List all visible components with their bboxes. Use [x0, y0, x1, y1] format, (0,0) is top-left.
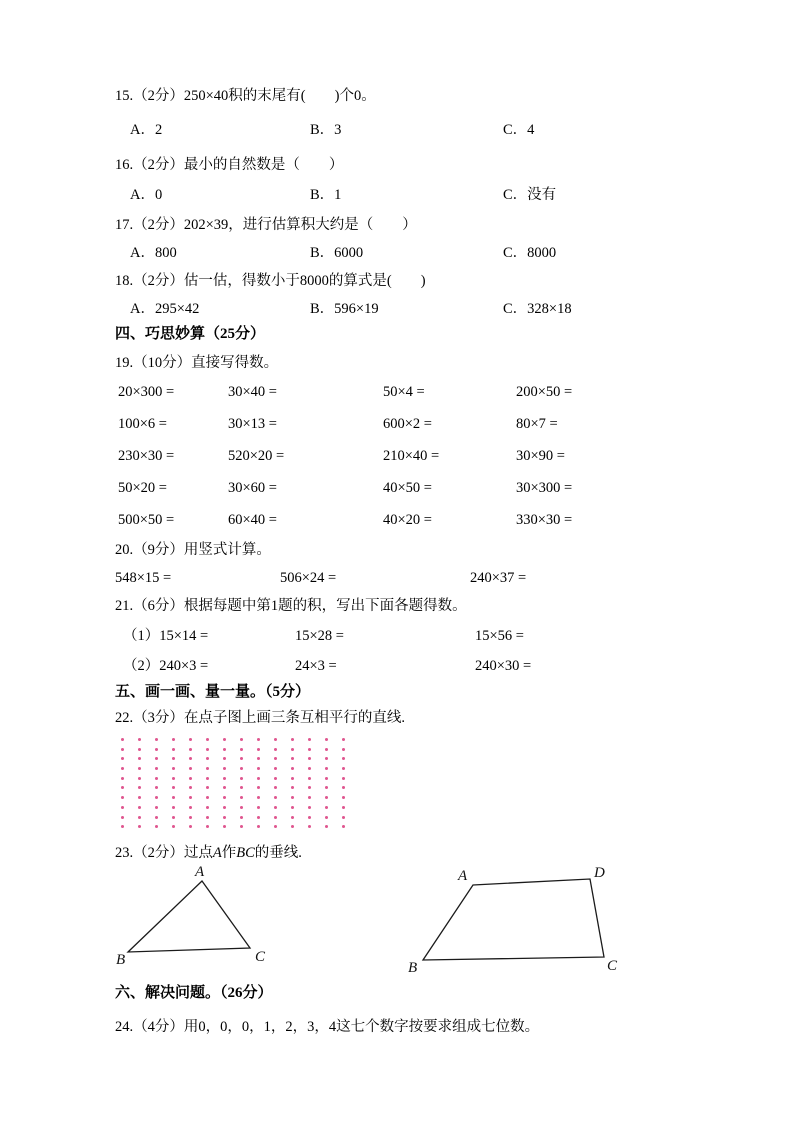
grid-dot: [240, 767, 243, 770]
grid-dot: [291, 816, 294, 819]
question-21-row-1: [115, 626, 681, 646]
question-23-suffix: 的垂线.: [254, 844, 302, 861]
question-22-text: 22.（3分）在点子图上画三条互相平行的直线.: [115, 710, 405, 726]
question-17-option-c: C．8000: [503, 245, 557, 261]
grid-dot: [223, 757, 226, 760]
grid-dot: [274, 806, 277, 809]
grid-dot: [257, 786, 260, 789]
question-17-option-a: A．800: [130, 245, 177, 261]
grid-dot: [257, 748, 260, 751]
grid-dot: [138, 786, 141, 789]
calc-item: 40×50 =: [383, 480, 432, 496]
calc-item: 60×40 =: [228, 512, 277, 528]
grid-dot: [325, 806, 328, 809]
question-17-options: [115, 243, 681, 263]
question-15-options: [115, 120, 681, 140]
grid-dot: [257, 816, 260, 819]
grid-dot: [257, 777, 260, 780]
grid-dot: [257, 825, 260, 828]
grid-dot: [223, 806, 226, 809]
calc-item: 240×37 =: [470, 570, 527, 586]
question-17-option-b: B．6000: [310, 245, 364, 261]
triangle-vertex-c-label: C: [255, 948, 266, 965]
grid-dot: [121, 816, 124, 819]
grid-dot: [274, 738, 277, 741]
question-17-text: 17.（2分）202×39，进行估算积大约是（ ）: [115, 217, 417, 233]
grid-dot: [325, 786, 328, 789]
grid-dot: [172, 825, 175, 828]
grid-dot: [206, 738, 209, 741]
grid-dot: [189, 786, 192, 789]
grid-dot: [155, 748, 158, 751]
grid-dot: [308, 738, 311, 741]
grid-dot: [121, 825, 124, 828]
trapezoid-vertex-d-label: D: [594, 864, 605, 881]
question-16-option-a: A．0: [130, 187, 163, 203]
question-24-text: 24.（4分）用0，0，0，1，2，3，4这七个数字按要求组成七位数。: [115, 1018, 540, 1035]
grid-dot: [257, 806, 260, 809]
question-18-text: 18.（2分）估一估，得数小于8000的算式是( ): [115, 273, 426, 289]
grid-dot: [325, 767, 328, 770]
calc-item: 80×7 =: [516, 416, 558, 432]
grid-dot: [121, 796, 124, 799]
calc-item: 15×28 =: [295, 628, 344, 644]
grid-dot: [240, 816, 243, 819]
grid-dot: [155, 767, 158, 770]
grid-dot: [257, 738, 260, 741]
grid-dot: [257, 757, 260, 760]
grid-dot: [138, 816, 141, 819]
grid-dot: [291, 806, 294, 809]
calc-item: 15×56 =: [475, 628, 524, 644]
grid-dot: [291, 796, 294, 799]
grid-dot: [342, 738, 345, 741]
grid-dot: [223, 777, 226, 780]
question-16-text: 16.（2分）最小的自然数是（ ）: [115, 157, 344, 173]
grid-dot: [121, 806, 124, 809]
calc-item: 40×20 =: [383, 512, 432, 528]
dot-grid: [121, 736, 681, 833]
grid-dot: [291, 786, 294, 789]
grid-dot: [308, 767, 311, 770]
grid-dot: [172, 738, 175, 741]
grid-dot: [172, 777, 175, 780]
grid-dot: [342, 786, 345, 789]
grid-dot: [240, 738, 243, 741]
question-23-figures: [115, 863, 681, 973]
grid-dot: [325, 796, 328, 799]
trapezoid-vertex-a-label: A: [458, 867, 468, 884]
grid-dot: [223, 767, 226, 770]
grid-dot: [274, 816, 277, 819]
grid-dot: [342, 825, 345, 828]
question-15-text: 15.（2分）250×40积的末尾有( )个0。: [115, 88, 376, 104]
grid-dot: [240, 786, 243, 789]
grid-dot: [274, 748, 277, 751]
grid-dot: [189, 738, 192, 741]
calc-item: （2）240×3 =: [123, 658, 209, 674]
grid-dot: [206, 816, 209, 819]
grid-dot: [206, 757, 209, 760]
grid-dot: [342, 777, 345, 780]
grid-dot: [342, 767, 345, 770]
grid-dot: [240, 777, 243, 780]
grid-dot: [291, 767, 294, 770]
calc-row: [115, 504, 681, 536]
grid-dot: [308, 777, 311, 780]
question-15-option-a: A．2: [130, 122, 163, 138]
grid-dot: [223, 825, 226, 828]
grid-dot: [291, 777, 294, 780]
point-label: A: [212, 844, 222, 861]
grid-dot: [189, 748, 192, 751]
calc-item: 200×50 =: [516, 384, 573, 400]
grid-dot: [121, 786, 124, 789]
grid-dot: [189, 806, 192, 809]
grid-dot: [240, 796, 243, 799]
grid-dot: [223, 738, 226, 741]
calc-item: 30×13 =: [228, 416, 277, 432]
calc-item: 500×50 =: [118, 512, 175, 528]
grid-dot: [274, 796, 277, 799]
grid-dot: [274, 777, 277, 780]
grid-dot: [121, 738, 124, 741]
grid-dot: [223, 786, 226, 789]
calc-item: （1）15×14 =: [123, 628, 209, 644]
exam-content: [115, 86, 681, 1037]
question-23-text: [115, 843, 681, 863]
grid-dot: [172, 757, 175, 760]
grid-dot: [206, 767, 209, 770]
calc-item: 50×20 =: [118, 480, 167, 496]
grid-dot: [325, 748, 328, 751]
grid-dot: [172, 767, 175, 770]
triangle-figure: [115, 863, 275, 971]
question-19-text: 19.（10分）直接写得数。: [115, 355, 279, 371]
grid-dot: [240, 748, 243, 751]
grid-dot: [257, 796, 260, 799]
grid-dot: [172, 786, 175, 789]
grid-dot: [291, 757, 294, 760]
question-21-row-2: [115, 656, 681, 676]
grid-dot: [121, 748, 124, 751]
question-18-option-b: B．596×19: [310, 301, 379, 317]
grid-dot: [274, 786, 277, 789]
question-23-mid: 作: [221, 844, 237, 861]
grid-dot: [223, 816, 226, 819]
grid-dot: [308, 816, 311, 819]
grid-dot: [206, 806, 209, 809]
question-21-text: 21.（6分）根据每题中第1题的积，写出下面各题得数。: [115, 598, 467, 614]
segment-label: BC: [236, 844, 255, 861]
trapezoid-vertex-b-label: B: [408, 959, 418, 973]
grid-dot: [223, 796, 226, 799]
calc-item: 30×90 =: [516, 448, 565, 464]
grid-dot: [342, 806, 345, 809]
question-18-options: [115, 299, 681, 319]
grid-dot: [189, 825, 192, 828]
calc-row: [115, 472, 681, 504]
grid-dot: [172, 806, 175, 809]
grid-dot: [155, 757, 158, 760]
calc-item: 50×4 =: [383, 384, 425, 400]
question-16-option-b: B．1: [310, 187, 342, 203]
grid-dot: [274, 757, 277, 760]
grid-dot: [121, 777, 124, 780]
calc-item: 100×6 =: [118, 416, 167, 432]
grid-dot: [240, 757, 243, 760]
grid-dot: [342, 816, 345, 819]
question-18-option-c: C．328×18: [503, 301, 572, 317]
grid-dot: [308, 796, 311, 799]
grid-dot: [206, 825, 209, 828]
grid-dot: [206, 796, 209, 799]
grid-dot: [291, 825, 294, 828]
grid-dot: [223, 748, 226, 751]
grid-dot: [189, 796, 192, 799]
grid-dot: [155, 786, 158, 789]
grid-dot: [189, 757, 192, 760]
grid-dot: [155, 816, 158, 819]
calc-item: 330×30 =: [516, 512, 573, 528]
grid-dot: [155, 777, 158, 780]
grid-dot: [155, 796, 158, 799]
grid-dot: [138, 757, 141, 760]
grid-dot: [291, 748, 294, 751]
calc-item: 24×3 =: [295, 658, 337, 674]
grid-dot: [138, 767, 141, 770]
trapezoid-figure: [408, 863, 620, 973]
grid-dot: [155, 738, 158, 741]
grid-dot: [155, 825, 158, 828]
question-23-prefix: 23.（2分）过点: [115, 844, 213, 861]
calc-row: [115, 376, 681, 408]
grid-dot: [257, 767, 260, 770]
grid-dot: [121, 757, 124, 760]
grid-dot: [138, 806, 141, 809]
grid-dot: [240, 806, 243, 809]
grid-dot: [172, 796, 175, 799]
grid-dot: [138, 738, 141, 741]
grid-dot: [206, 748, 209, 751]
section-6-heading: 六、解决问题。（26分）: [115, 984, 273, 1001]
calc-item: 548×15 =: [115, 570, 172, 586]
grid-dot: [274, 767, 277, 770]
calc-item: 30×60 =: [228, 480, 277, 496]
calc-row: [115, 440, 681, 472]
calc-item: 506×24 =: [280, 570, 337, 586]
calc-item: 230×30 =: [118, 448, 175, 464]
trapezoid-vertex-c-label: C: [607, 957, 618, 973]
question-15-option-c: C．4: [503, 122, 535, 138]
grid-dot: [189, 767, 192, 770]
calc-item: 30×300 =: [516, 480, 573, 496]
question-20-text: 20.（9分）用竖式计算。: [115, 542, 271, 558]
grid-dot: [155, 806, 158, 809]
grid-dot: [206, 777, 209, 780]
grid-dot: [291, 738, 294, 741]
grid-dot: [325, 738, 328, 741]
calc-item: 210×40 =: [383, 448, 440, 464]
calc-item: 600×2 =: [383, 416, 432, 432]
grid-dot: [172, 816, 175, 819]
question-15-option-b: B．3: [310, 122, 342, 138]
grid-dot: [138, 777, 141, 780]
grid-dot: [325, 825, 328, 828]
calc-item: 520×20 =: [228, 448, 285, 464]
calc-item: 20×300 =: [118, 384, 175, 400]
calc-item: 30×40 =: [228, 384, 277, 400]
grid-dot: [206, 786, 209, 789]
section-4-heading: 四、巧思妙算（25分）: [115, 326, 266, 342]
grid-dot: [121, 767, 124, 770]
question-16-options: [115, 185, 681, 205]
section-5-heading: 五、画一画、量一量。（5分）: [115, 684, 311, 700]
grid-dot: [172, 748, 175, 751]
grid-dot: [308, 786, 311, 789]
grid-dot: [138, 748, 141, 751]
calc-row: [115, 408, 681, 440]
grid-dot: [308, 757, 311, 760]
grid-dot: [189, 777, 192, 780]
grid-dot: [240, 825, 243, 828]
question-19-grid: [115, 376, 681, 536]
question-16-option-c: C．没有: [503, 187, 557, 203]
question-20-items: [115, 568, 681, 588]
grid-dot: [342, 748, 345, 751]
grid-dot: [189, 816, 192, 819]
triangle-vertex-b-label: B: [116, 951, 126, 968]
grid-dot: [325, 816, 328, 819]
grid-dot: [308, 825, 311, 828]
triangle-vertex-a-label: A: [195, 863, 205, 880]
question-18-option-a: A．295×42: [130, 301, 200, 317]
grid-dot: [342, 757, 345, 760]
calc-item: 240×30 =: [475, 658, 532, 674]
grid-dot: [342, 796, 345, 799]
grid-dot: [138, 825, 141, 828]
grid-dot: [138, 796, 141, 799]
grid-dot: [325, 777, 328, 780]
grid-dot: [308, 748, 311, 751]
grid-dot: [274, 825, 277, 828]
grid-dot: [308, 806, 311, 809]
grid-dot: [325, 757, 328, 760]
